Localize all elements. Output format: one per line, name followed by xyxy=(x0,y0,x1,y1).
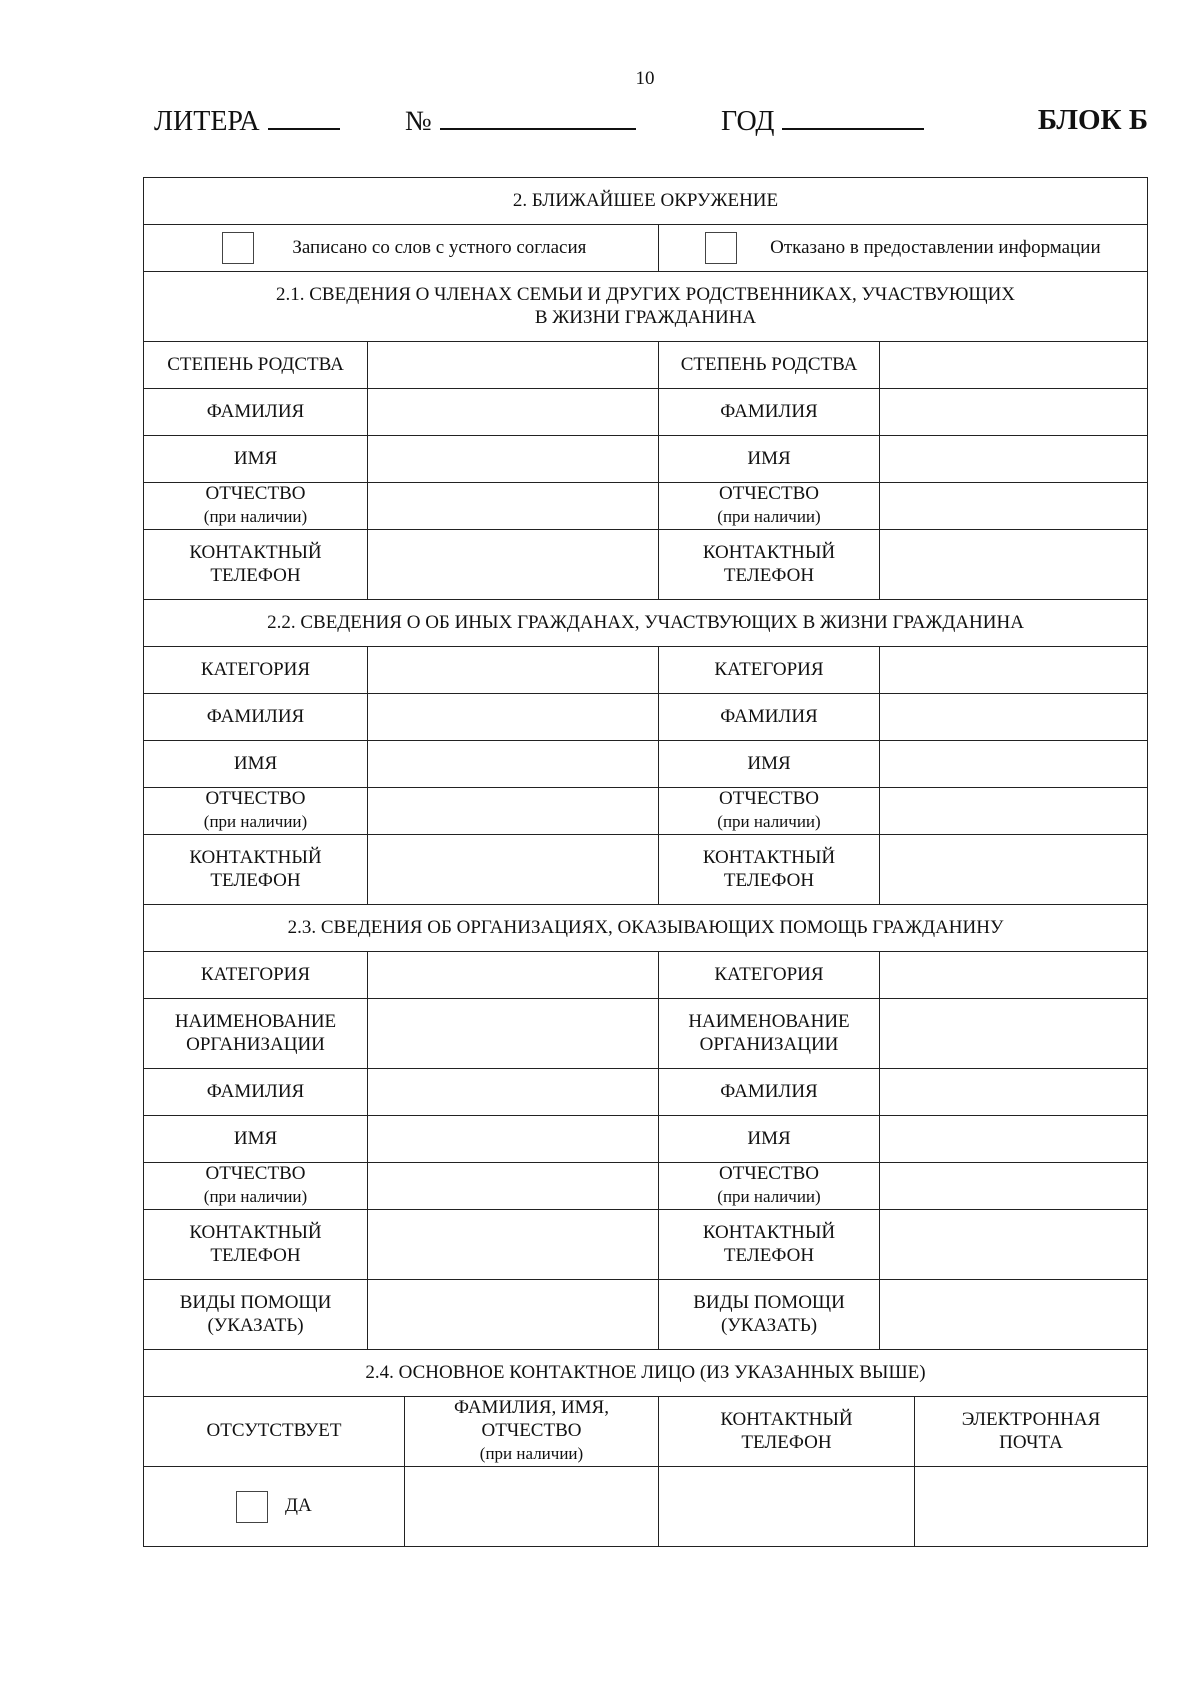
if-any-note: (при наличии) xyxy=(717,812,821,831)
relation-label: СТЕПЕНЬ РОДСТВА xyxy=(659,342,880,389)
category-label: КАТЕГОРИЯ xyxy=(144,647,368,694)
name-label: ИМЯ xyxy=(659,741,880,788)
patronymic-label xyxy=(659,483,880,530)
patronymic-label xyxy=(659,788,880,835)
phone-label-line1: КОНТАКТНЫЙ xyxy=(189,541,322,563)
phone-label-line2: ТЕЛЕФОН xyxy=(723,564,815,586)
name-label: ИМЯ xyxy=(659,1116,880,1163)
section-2-1-title xyxy=(144,272,1148,342)
patronymic-text: ОТЧЕСТВО xyxy=(205,788,306,810)
fio-header-line2: ОТЧЕСТВО xyxy=(481,1420,582,1442)
page-number: 10 xyxy=(635,68,655,89)
number-field xyxy=(405,104,636,138)
if-any-note: (при наличии) xyxy=(203,1187,308,1206)
org-name-value-2[interactable] xyxy=(880,999,1148,1069)
section-2-2-title: 2.2. СВЕДЕНИЯ О ОБ ИНЫХ ГРАЖДАНАХ, УЧАСТВУЮЩИХ В ЖИЗНИ ГРАЖДАНИНА xyxy=(144,600,1148,647)
if-any-note: (при наличии) xyxy=(203,812,308,831)
phone-value-1[interactable] xyxy=(368,1210,659,1280)
if-any-note: (при наличии) xyxy=(717,1187,821,1206)
category-label: КАТЕГОРИЯ xyxy=(659,952,880,999)
org-name-label-line1: НАИМЕНОВАНИЕ xyxy=(688,1010,850,1032)
name-label: ИМЯ xyxy=(144,436,368,483)
help-types-label xyxy=(144,1280,368,1350)
phone-label xyxy=(144,835,368,905)
phone-label xyxy=(144,530,368,600)
phone-label xyxy=(659,530,880,600)
refused-option[interactable] xyxy=(659,225,1148,272)
phone-label-line2: ТЕЛЕФОН xyxy=(210,1244,301,1266)
phone-label-line1: КОНТАКТНЫЙ xyxy=(189,846,322,868)
name-value-1[interactable] xyxy=(368,1116,659,1163)
category-value-2[interactable] xyxy=(880,647,1148,694)
email-header-line2: ПОЧТА xyxy=(999,1431,1063,1453)
surname-value-1[interactable] xyxy=(368,694,659,741)
help-types-label-line1: ВИДЫ ПОМОЩИ xyxy=(693,1291,845,1313)
patronymic-value-1[interactable] xyxy=(368,1163,659,1210)
help-types-label-line2: (УКАЗАТЬ) xyxy=(207,1314,304,1336)
surname-label: ФАМИЛИЯ xyxy=(144,694,368,741)
name-value-2[interactable] xyxy=(880,741,1148,788)
help-types-value-1[interactable] xyxy=(368,1280,659,1350)
patronymic-text: ОТЧЕСТВО xyxy=(719,483,819,505)
relation-value-2[interactable] xyxy=(880,342,1148,389)
contact-phone-header-line1: КОНТАКТНЫЙ xyxy=(720,1408,853,1430)
surname-value-1[interactable] xyxy=(368,1069,659,1116)
contact-phone-header xyxy=(659,1397,915,1467)
org-name-label xyxy=(659,999,880,1069)
email-header-line1: ЭЛЕКТРОННАЯ xyxy=(961,1408,1101,1430)
contact-phone-value[interactable] xyxy=(659,1467,915,1547)
help-types-label xyxy=(659,1280,880,1350)
patronymic-value-2[interactable] xyxy=(880,483,1148,530)
absent-header: ОТСУТСТВУЕТ xyxy=(144,1397,405,1467)
name-value-1[interactable] xyxy=(368,436,659,483)
block-label: БЛОК Б xyxy=(1037,104,1148,136)
category-label: КАТЕГОРИЯ xyxy=(144,952,368,999)
phone-label-line2: ТЕЛЕФОН xyxy=(723,869,815,891)
category-value-1[interactable] xyxy=(368,952,659,999)
name-value-1[interactable] xyxy=(368,741,659,788)
surname-label: ФАМИЛИЯ xyxy=(144,1069,368,1116)
if-any-note: (при наличии) xyxy=(717,507,821,526)
year-field xyxy=(721,104,924,138)
section-2-title: 2. БЛИЖАЙШЕЕ ОКРУЖЕНИЕ xyxy=(144,178,1148,225)
fio-header xyxy=(405,1397,659,1467)
year-label: ГОД xyxy=(721,106,775,137)
phone-value-1[interactable] xyxy=(368,835,659,905)
if-any-note: (при наличии) xyxy=(203,507,308,526)
surname-label: ФАМИЛИЯ xyxy=(144,389,368,436)
surname-value-2[interactable] xyxy=(880,389,1148,436)
phone-label-line2: ТЕЛЕФОН xyxy=(210,869,301,891)
relation-value-1[interactable] xyxy=(368,342,659,389)
patronymic-value-1[interactable] xyxy=(368,483,659,530)
name-value-2[interactable] xyxy=(880,436,1148,483)
category-value-2[interactable] xyxy=(880,952,1148,999)
fio-value[interactable] xyxy=(405,1467,659,1547)
surname-value-1[interactable] xyxy=(368,389,659,436)
org-name-label-line2: ОРГАНИЗАЦИИ xyxy=(699,1033,839,1055)
surname-value-2[interactable] xyxy=(880,1069,1148,1116)
number-input-line[interactable] xyxy=(440,104,636,130)
absent-yes-checkbox[interactable] xyxy=(236,1491,268,1523)
surname-label: ФАМИЛИЯ xyxy=(659,389,880,436)
surname-label: ФАМИЛИЯ xyxy=(659,1069,880,1116)
phone-value-2[interactable] xyxy=(880,530,1148,600)
patronymic-text: ОТЧЕСТВО xyxy=(719,788,819,810)
litera-label: ЛИТЕРА xyxy=(154,106,260,137)
patronymic-text: ОТЧЕСТВО xyxy=(205,483,306,505)
year-input-line[interactable] xyxy=(782,104,924,130)
name-label: ИМЯ xyxy=(144,1116,368,1163)
phone-label xyxy=(144,1210,368,1280)
phone-label-line2: ТЕЛЕФОН xyxy=(723,1244,815,1266)
patronymic-text: ОТЧЕСТВО xyxy=(719,1163,819,1185)
fio-header-line3: (при наличии) xyxy=(479,1443,584,1463)
patronymic-value-2[interactable] xyxy=(880,788,1148,835)
help-types-label-line2: (УКАЗАТЬ) xyxy=(720,1314,818,1336)
phone-label xyxy=(659,835,880,905)
phone-label xyxy=(659,1210,880,1280)
phone-value-2[interactable] xyxy=(880,835,1148,905)
name-value-2[interactable] xyxy=(880,1116,1148,1163)
category-label: КАТЕГОРИЯ xyxy=(659,647,880,694)
org-name-label-line1: НАИМЕНОВАНИЕ xyxy=(174,1010,337,1032)
patronymic-label xyxy=(659,1163,880,1210)
help-types-value-2[interactable] xyxy=(880,1280,1148,1350)
surname-value-2[interactable] xyxy=(880,694,1148,741)
refused-option-label: Отказано в предоставлении информации xyxy=(770,236,1101,258)
section-2-4-title: 2.4. ОСНОВНОЕ КОНТАКТНОЕ ЛИЦО (ИЗ УКАЗАННЫХ ВЫШЕ) xyxy=(144,1350,1148,1397)
number-label: № xyxy=(405,106,432,137)
surname-label: ФАМИЛИЯ xyxy=(659,694,880,741)
consent-option[interactable] xyxy=(144,225,659,272)
consent-checkbox[interactable] xyxy=(222,232,254,264)
patronymic-text: ОТЧЕСТВО xyxy=(205,1163,306,1185)
contact-phone-header-line2: ТЕЛЕФОН xyxy=(741,1431,832,1453)
org-name-label xyxy=(144,999,368,1069)
patronymic-label xyxy=(144,483,368,530)
litera-input-line[interactable] xyxy=(268,104,340,130)
phone-value-1[interactable] xyxy=(368,530,659,600)
environment-form-table xyxy=(143,177,1148,1547)
section-2-1-title-line1: 2.1. СВЕДЕНИЯ О ЧЛЕНАХ СЕМЬИ И ДРУГИХ РОДСТВЕННИКАХ, УЧАСТВУЮЩИХ xyxy=(276,283,1016,305)
phone-label-line1: КОНТАКТНЫЙ xyxy=(702,541,836,563)
phone-value-2[interactable] xyxy=(880,1210,1148,1280)
category-value-1[interactable] xyxy=(368,647,659,694)
phone-label-line1: КОНТАКТНЫЙ xyxy=(189,1221,322,1243)
name-label: ИМЯ xyxy=(659,436,880,483)
litera-field xyxy=(154,104,340,138)
patronymic-value-1[interactable] xyxy=(368,788,659,835)
name-label: ИМЯ xyxy=(144,741,368,788)
patronymic-label xyxy=(144,788,368,835)
help-types-label-line1: ВИДЫ ПОМОЩИ xyxy=(179,1291,332,1313)
refused-checkbox[interactable] xyxy=(705,232,737,264)
absent-yes-cell[interactable] xyxy=(144,1467,405,1547)
relation-label: СТЕПЕНЬ РОДСТВА xyxy=(144,342,368,389)
patronymic-label xyxy=(144,1163,368,1210)
org-name-label-line2: ОРГАНИЗАЦИИ xyxy=(186,1033,325,1055)
fio-header-line1: ФАМИЛИЯ, ИМЯ, xyxy=(454,1397,609,1419)
email-value[interactable] xyxy=(915,1467,1148,1547)
phone-label-line1: КОНТАКТНЫЙ xyxy=(702,1221,836,1243)
org-name-value-1[interactable] xyxy=(368,999,659,1069)
email-header xyxy=(915,1397,1148,1467)
consent-option-label: Записано со слов с устного согласия xyxy=(292,236,587,258)
section-2-3-title: 2.3. СВЕДЕНИЯ ОБ ОРГАНИЗАЦИЯХ, ОКАЗЫВАЮЩИХ ПОМОЩЬ ГРАЖДАНИНУ xyxy=(144,905,1148,952)
phone-label-line2: ТЕЛЕФОН xyxy=(210,564,301,586)
section-2-1-title-line2: В ЖИЗНИ ГРАЖДАНИНА xyxy=(534,306,757,328)
absent-yes-label: ДА xyxy=(285,1495,312,1517)
phone-label-line1: КОНТАКТНЫЙ xyxy=(702,846,836,868)
patronymic-value-2[interactable] xyxy=(880,1163,1148,1210)
